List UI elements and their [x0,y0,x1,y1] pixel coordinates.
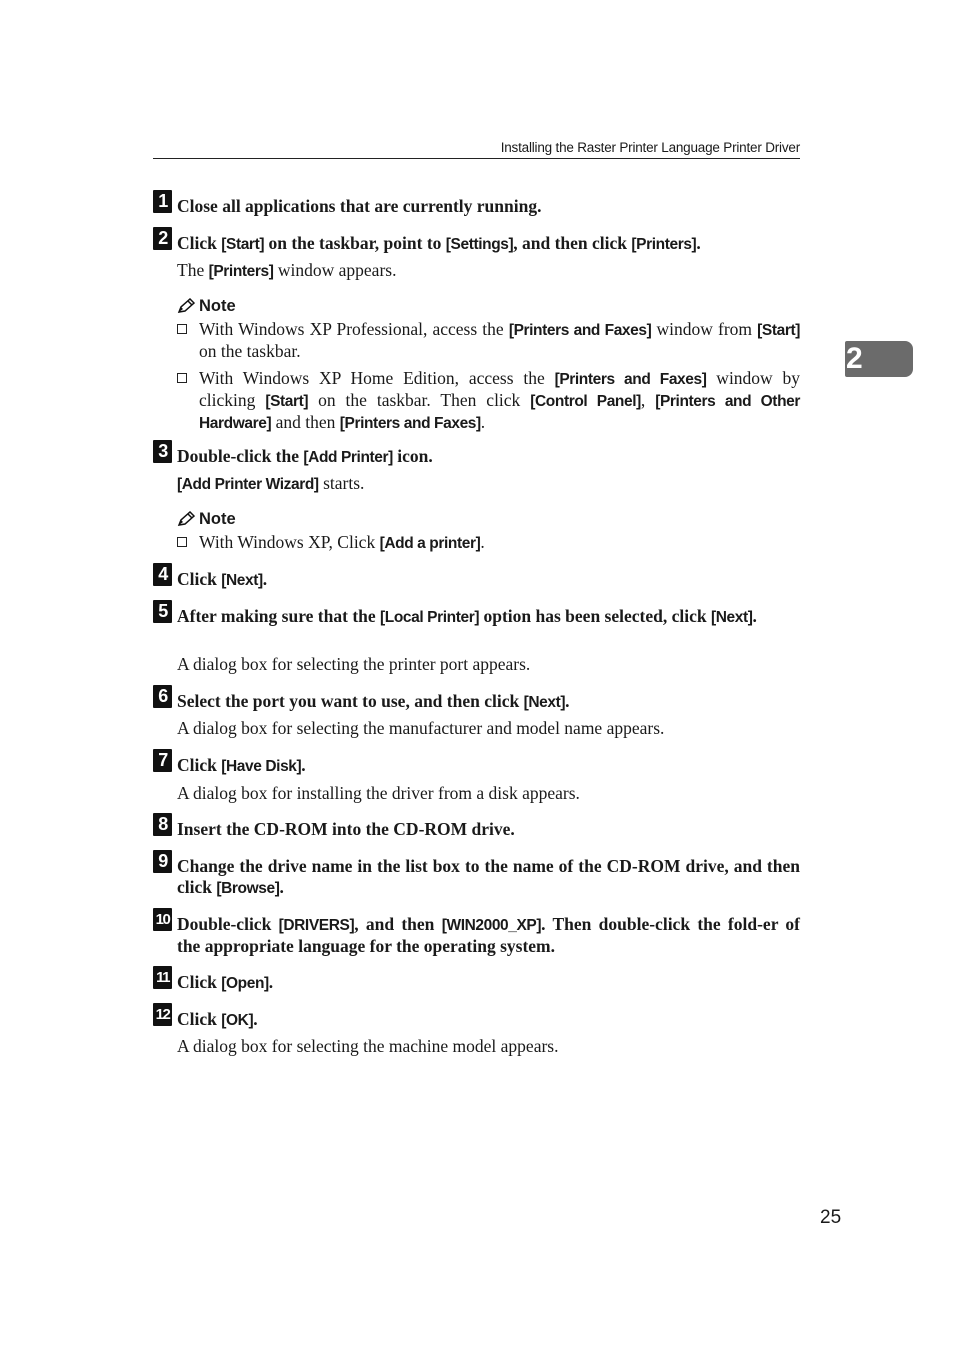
step-number: 9 [153,850,172,873]
step-number: 8 [153,813,172,836]
step-number: 12 [153,1003,172,1026]
note-item: With Windows XP, Click [Add a printer]. [177,532,800,554]
note-heading: Note [177,509,236,530]
step-number: 2 [153,227,172,250]
step-instruction: Click [Start] on the taskbar, point to [Settings], and then click [Printers]. [177,233,701,253]
step-number: 7 [153,749,172,772]
step-result: The [Printers] window appears. [177,260,397,280]
step-instruction: Select the port you want to use, and then click [Next]. [177,691,570,711]
running-header: Installing the Raster Printer Language Printer Driver [153,139,800,159]
note-item: With Windows XP Professional, access the [Printers and Faxes] window from [Start] on the taskbar. [177,319,800,362]
step-instruction: Close all applications that are currently running. [177,196,542,216]
step-number: 3 [153,440,172,463]
step-number: 4 [153,563,172,586]
step-result: [Add Printer Wizard] starts. [177,473,365,493]
step-result: A dialog box for installing the driver from a disk appears. [177,783,580,803]
step-instruction: Double-click [DRIVERS], and then [WIN2000_XP]. Then double-click the fold-er of the appropriate language for the operating system. [177,914,800,956]
step-result: A dialog box for selecting the machine model appears. [177,1036,559,1056]
checkbox-icon [177,373,187,383]
note-heading: Note [177,296,236,317]
pencil-icon [177,298,195,314]
step-instruction: Click [Open]. [177,972,274,992]
step-instruction: Double-click the [Add Printer] icon. [177,446,433,466]
step-instruction: Change the drive name in the list box to the name of the CD-ROM drive, and then click [Browse]. [177,856,800,897]
step-number: 11 [153,966,172,989]
step-number: 1 [153,190,172,213]
step-result: A dialog box for selecting the manufacturer and model name appears. [177,718,665,738]
chapter-tab: 2 [845,341,913,377]
step-instruction: Click [Have Disk]. [177,755,306,775]
pencil-icon [177,511,195,527]
checkbox-icon [177,324,187,334]
step-instruction: Insert the CD-ROM into the CD-ROM drive. [177,819,515,839]
page-number: 25 [820,1207,842,1228]
step-instruction: After making sure that the [Local Printer] option has been selected, click [Next]. [177,606,757,626]
note-item: With Windows XP Home Edition, access the [Printers and Faxes] window by clicking [Start] on the taskbar. Then click [Control Panel], [Printers and Other Hardware] and then [Printers and Faxes]. [177,368,800,434]
step-instruction: Click [OK]. [177,1009,258,1029]
step-instruction: Click [Next]. [177,569,268,589]
step-number: 5 [153,600,172,623]
step-number: 10 [153,908,172,931]
step-result: A dialog box for selecting the printer port appears. [177,654,531,674]
checkbox-icon [177,537,187,547]
step-number: 6 [153,685,172,708]
